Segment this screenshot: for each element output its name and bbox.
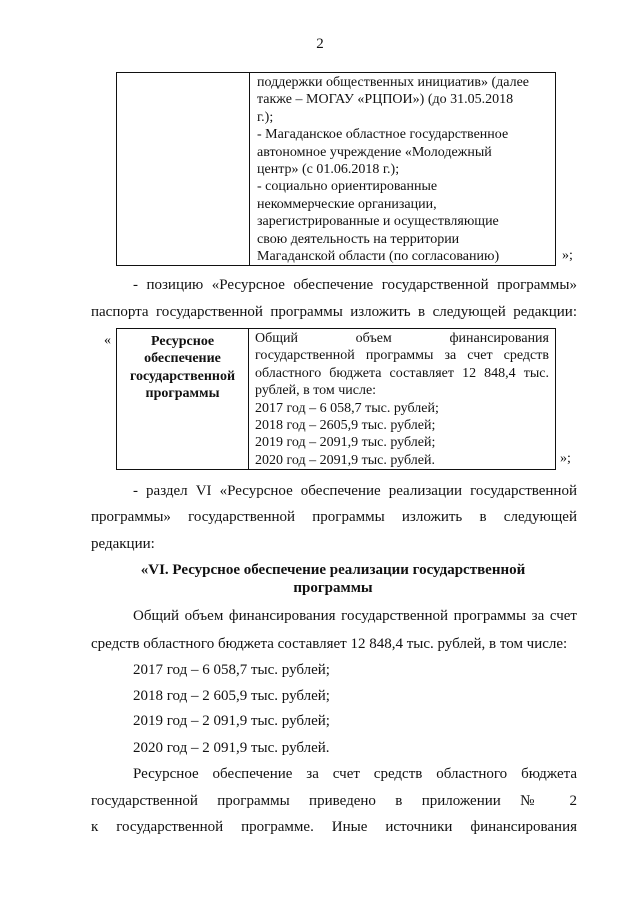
table2-heading-line: программы — [145, 386, 220, 402]
table2-line: 2019 год – 2091,9 тыс. рублей; — [255, 435, 436, 451]
table2-heading-line: государственной — [129, 368, 236, 384]
body-last-line3: к государственной программе. Иные источники финансирования — [91, 819, 577, 835]
table2-right-cell — [255, 330, 549, 469]
table1-line: г.); — [257, 109, 274, 125]
body-last-line2: государственной программы приведено в приложении № 2 — [91, 793, 577, 809]
table1-line: автономное учреждение «Молодежный — [257, 144, 492, 160]
table2-closing-quote: »; — [560, 451, 571, 466]
table2-line: государственной программы за счет средств — [255, 348, 549, 364]
table1-line: поддержки общественных инициатив» (далее — [257, 75, 530, 90]
table2-line: областного бюджета составляет 12 848,4 тыс. — [255, 365, 549, 381]
page-number: 2 — [316, 36, 324, 52]
table2-line: 2020 год – 2091,9 тыс. рублей. — [255, 452, 435, 468]
para1-line2: паспорта государственной программы изложить в следующей редакции: — [91, 304, 577, 320]
section-heading-line2: программы — [293, 580, 373, 596]
year-line: 2017 год – 6 058,7 тыс. рублей; — [133, 662, 330, 678]
table2-left-cell — [117, 329, 249, 469]
table2-line: 2017 год – 6 058,7 тыс. рублей; — [255, 400, 439, 416]
table2-line: Общий объем финансирования — [255, 331, 549, 346]
table1-line: - Магаданское областное государственное — [257, 127, 509, 143]
table1-line: некоммерческие организации, — [257, 196, 437, 212]
body-intro-line1: Общий объем финансирования государственной программы за счет — [133, 608, 577, 624]
year-line: 2019 год – 2 091,9 тыс. рублей; — [133, 713, 330, 729]
table1-line: Магаданской области (по согласованию) — [257, 249, 500, 265]
table1-line: свою деятельность на территории — [257, 231, 460, 247]
table2-heading-line: обеспечение — [144, 351, 221, 367]
para2-line1: - раздел VI «Ресурсное обеспечение реализации государственной — [133, 483, 577, 499]
section-heading-line1: «VI. Ресурсное обеспечение реализации государственной — [140, 562, 526, 578]
table1-line: - социально ориентированные — [257, 179, 438, 195]
para1-line1: - позицию «Ресурсное обеспечение государственной программы» — [133, 277, 577, 293]
table1-line: центр» (с 01.06.2018 г.); — [257, 162, 400, 178]
table1-right-cell — [257, 74, 549, 265]
body-intro-line2: средств областного бюджета составляет 12 848,4 тыс. рублей, в том числе: — [91, 636, 568, 652]
para2-line2: программы» государственной программы изложить в следующей — [91, 509, 577, 525]
table1-closing-quote: »; — [562, 248, 573, 263]
year-line: 2018 год – 2 605,9 тыс. рублей; — [133, 688, 330, 704]
table2-line: 2018 год – 2605,9 тыс. рублей; — [255, 418, 436, 434]
table1-left-cell — [117, 73, 250, 265]
table2-line: рублей, в том числе: — [255, 383, 377, 399]
table1-line: зарегистрированные и осуществляющие — [257, 214, 499, 230]
responsible-executors-table — [116, 72, 556, 266]
para2-line3: редакции: — [91, 536, 155, 552]
body-last-line1: Ресурсное обеспечение за счет средств областного бюджета — [133, 766, 577, 782]
year-line: 2020 год – 2 091,9 тыс. рублей. — [133, 740, 330, 756]
table1-line: также – МОГАУ «РЦПОИ») (до 31.05.2018 — [257, 92, 514, 108]
table2-opening-quote: « — [104, 333, 111, 348]
resource-provision-table — [116, 328, 556, 470]
section-heading — [90, 561, 576, 597]
table2-heading-line: Ресурсное — [150, 334, 215, 349]
